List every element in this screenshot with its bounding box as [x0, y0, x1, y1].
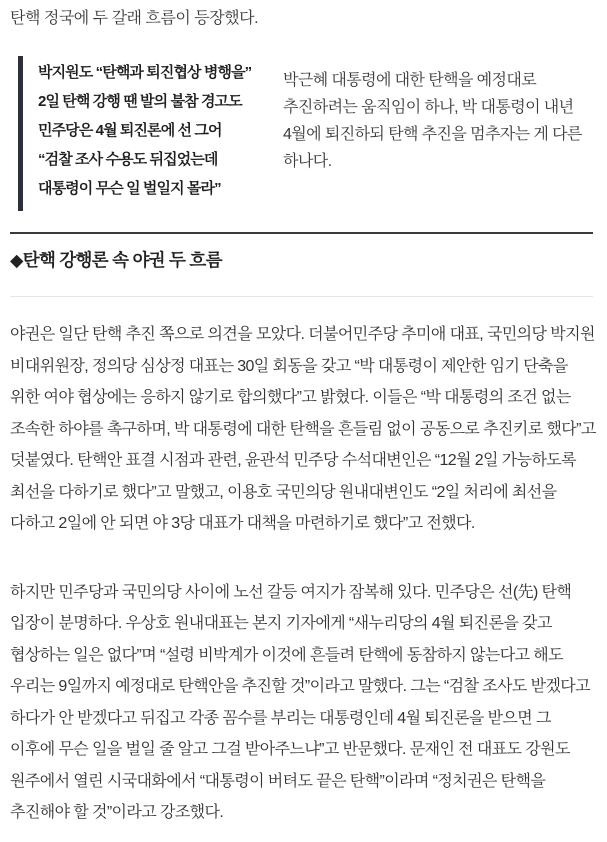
pull-quote-line: “검찰 조사 수용도 뒤집었는데	[38, 151, 218, 168]
article-page	[0, 9, 607, 829]
intro-paragraph: 박근혜 대통령에 대한 탄핵을 예정대로 추진하려는 움직임이 하나, 박 대통령이 내년 4월에 퇴진하되 탄핵 추진을 멈추자는 게 다른 하나다.	[283, 72, 582, 170]
section-heading: ◆탄핵 강행론 속 야권 두 흐름	[10, 250, 222, 270]
pull-quote	[18, 56, 278, 211]
intro-row	[10, 56, 597, 211]
section-divider-light	[10, 296, 593, 297]
body-paragraph-1: 야권은 일단 탄핵 추진 쪽으로 의견을 모았다. 더불어민주당 추미애 대표, 국민의당 박지원 비대위원장, 정의당 심상정 대표는 30일 회동을 갖고 “박 대통령이 제안한 임기 단축을 위한 여야 협상에는 응하지 않기로 합의했다”고 밝혔다. 이들은 “박 대통령의 조건 없는 조속한 하야를 촉구하며, 박 대통령에 대한 탄핵을 흔들림 없이 공동으로 추진키로 했다”고 덧붙였다. 탄핵안 표결 시점과 관련, 윤관석 민주당 수석대변인은 “12월 2일 가능하도록 최선을 다하기로 했다”고 말했고, 이용호 국민의당 원내대변인도 “2일 처리에 최선을 다하고 2일에 안 되면 야 3당 대표가 대책을 마련하기로 했다”고 전했다.	[10, 326, 596, 532]
pull-quote-line: 2일 탄핵 강행 땐 발의 불참 경고도	[38, 93, 242, 110]
pull-quote-line: 대통령이 무슨 일 벌일지 몰라”	[38, 180, 221, 197]
body-paragraph-2: 하지만 민주당과 국민의당 사이에 노선 갈등 여지가 잠복해 있다. 민주당은 선(先) 탄핵 입장이 분명하다. 우상호 원내대표는 본지 기자에게 “새누리당의 4월 퇴진론을 갖고 협상하는 일은 없다”며 “설령 비박계가 이것에 흔들려 탄핵에 동참하지 않는다고 해도 우리는 9일까지 예정대로 탄핵안을 추진할 것”이라고 말했다. 그는 “검찰 조사도 받겠다고 하다가 안 받겠다고 뒤집고 각종 꼼수를 부리는 대통령인데 4월 퇴진론을 받으면 그 이후에 무슨 일을 벌일 줄 알고 그걸 받아주느냐”고 반문했다. 문재인 전 대표도 강원도 원주에서 열린 시국대화에서 “대통령이 버텨도 끝은 탄핵”이라며 “정치권은 탄핵을 추진해야 할 것”이라고 강조했다.	[10, 583, 591, 821]
lead-sentence: 탄핵 정국에 두 갈래 흐름이 등장했다.	[10, 10, 259, 27]
section-divider-dark	[10, 232, 593, 234]
pull-quote-line: 박지원도 “탄핵과 퇴진협상 병행을”	[38, 64, 252, 81]
pull-quote-line: 민주당은 4월 퇴진론에 선 그어	[38, 122, 222, 139]
